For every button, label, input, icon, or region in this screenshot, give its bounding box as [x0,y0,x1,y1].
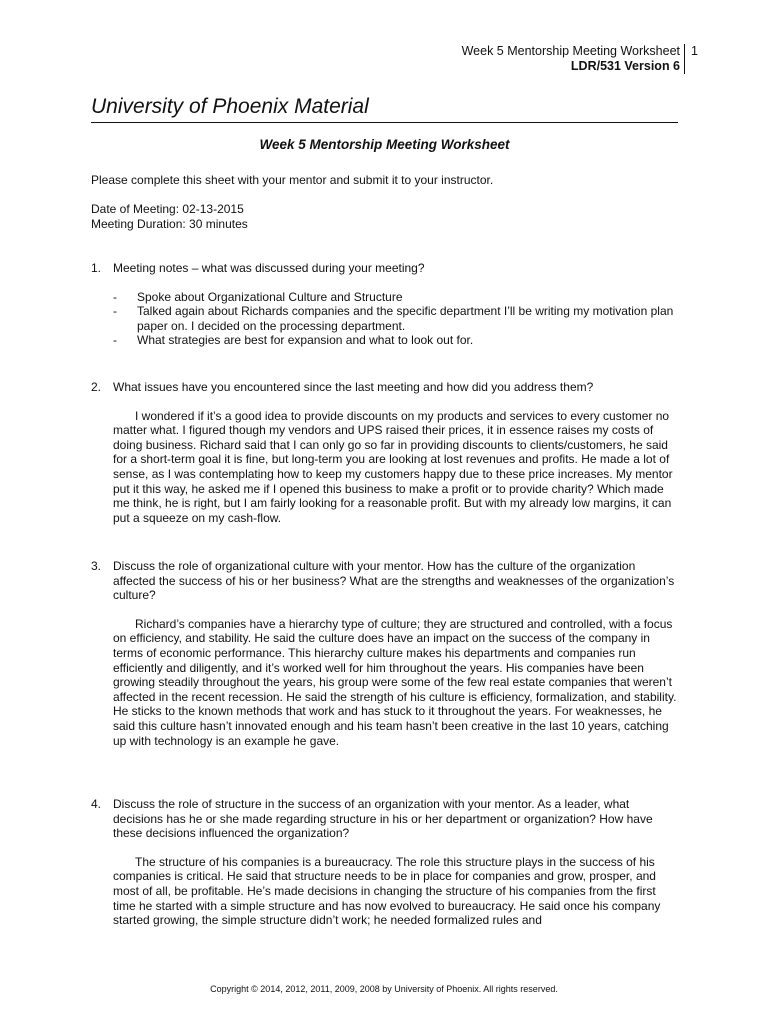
question-4 [91,797,681,928]
header-course-code: LDR/531 Version 6 [570,59,680,73]
question-number: 4. [91,797,102,811]
question-1 [91,261,681,348]
copyright-footer: Copyright © 2014, 2012, 2011, 2009, 2008 by University of Phoenix. All rights reserved. [210,984,558,994]
page-number: 1 [684,44,698,74]
answer-text: I wondered if it’s a good idea to provide discounts on my products and services to every customer no matter what. I figured though my vendors and UPS raised their prices, it in essence raises my costs of doing business. Richard said that I can only go so far in providing discounts to clients/customers, he said for a short-term goal it is fine, but long-term you are looking at lost revenues and profits. He made a lot of sense, as I was contemplating how to keep my customers happy due to these price increases. My mentor put it this way, he asked me if I opened this business to make a profit or to provide charity? Which made me think, he is right, but I am fairly looking for a reasonable profit. But with my already low margins, it can put a squeeze on my cash-flow. [113,408,673,525]
question-text: Discuss the role of organizational culture with your mentor. How has the culture of the organization affected the success of his or her business? What are the strengths and weaknesses of the organization’s culture? [113,559,675,603]
bullet-dash: - [113,304,117,319]
question-number: 1. [91,261,102,275]
running-header [462,44,680,74]
question-number: 3. [91,559,102,573]
list-item-text: Talked again about Richards companies and the specific department I’ll be writing my motivation plan paper on. I decided on the processing department. [137,304,674,333]
list-item-text: What strategies are best for expansion and what to look out for. [137,333,474,348]
question-text: Meeting notes – what was discussed during your meeting? [113,261,425,275]
answer-text: Richard’s companies have a hierarchy type of culture; they are structured and controlled, with a focus on efficiency, and stability. He said the culture does have an impact on the success of the company in terms of economic performance. This hierarchy culture makes his departments and companies run efficiently and diligently, and it’s worked well for him throughout the years. His companies have been growing steadily throughout the years, his group were some of the few real estate companies that weren’t affected in the recent recession. He said the strength of his culture is efficiency, formalization, and stability. He sticks to the known methods that work and has stuck to it throughout the years. For weaknesses, he said this culture hasn’t innovated enough and his team hasn’t been creative in the last 10 years, catching up with technology is an example he gave. [113,616,677,748]
list-item-text: Spoke about Organizational Culture and Structure [137,289,403,304]
question-text: What issues have you encountered since the last meeting and how did you address them? [113,380,594,394]
bullet-dash: - [113,333,117,348]
meeting-duration: Meeting Duration: 30 minutes [91,216,248,231]
question-number: 2. [91,380,102,394]
university-title: University of Phoenix Material [91,94,678,123]
list-item [113,304,681,333]
question-text: Discuss the role of structure in the success of an organization with your mentor. As a leader, what decisions has he or she made regarding structure in his or her department or organization? How have these decisions influenced the organization? [113,797,653,841]
answer-text: The structure of his companies is a bureaucracy. The role this structure plays in the success of his companies is critical. He said that structure needs to be in place for companies and grow, prosper, and most of all, be profitable. He’s made decisions in changing the structure of his companies from the first time he started with a simple structure and has now evolved to bureaucracy. He said once his company started growing, the simple structure didn’t work; he needed formalized rules and [113,854,661,928]
meeting-notes-list [113,290,681,348]
list-item [113,290,681,305]
meeting-date: Date of Meeting: 02-13-2015 [91,202,244,216]
list-item [113,333,681,348]
header-worksheet-title: Week 5 Mentorship Meeting Worksheet [461,44,680,58]
meeting-info [91,202,681,231]
question-2 [91,380,681,525]
question-3 [91,559,681,748]
bullet-dash: - [113,289,117,304]
document-title: Week 5 Mentorship Meeting Worksheet [259,137,510,152]
intro-text: Please complete this sheet with your mentor and submit it to your instructor. [91,173,494,187]
